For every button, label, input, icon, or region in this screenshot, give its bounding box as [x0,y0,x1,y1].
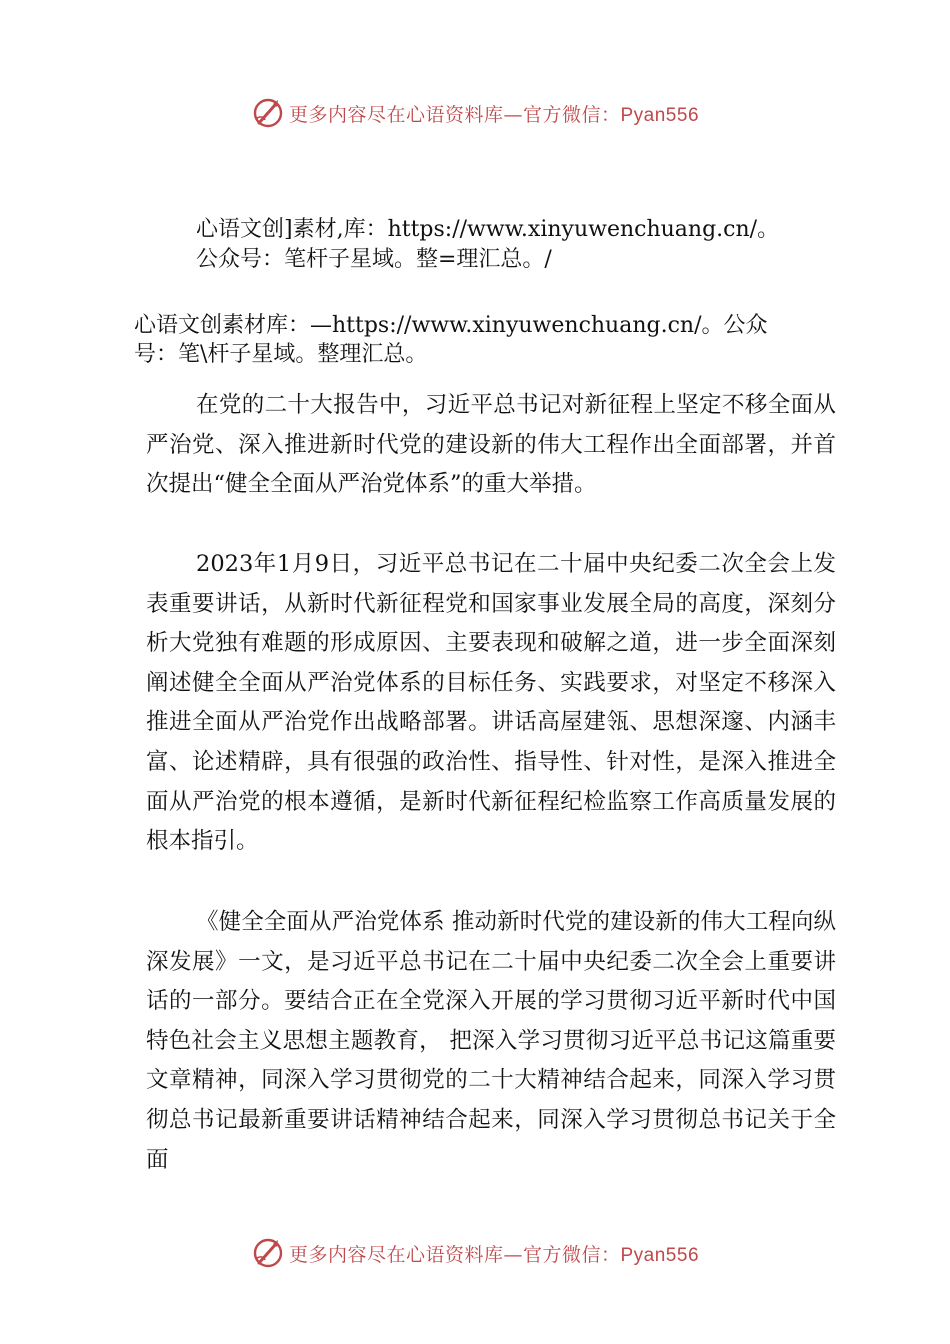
source-note-1-line-2: 公众号：笔杆子星域。整=理汇总。/ [196,247,552,272]
footer-promo-text: 更多内容尽在心语资料库—官方微信： [288,1243,621,1266]
source-note-2-line-2: 号：笔\杆子星域。整理汇总。 [134,342,428,367]
header-banner [0,93,950,133]
pen-in-circle-logo-icon [251,96,285,130]
header-wechat-id: Pyan556 [620,104,700,126]
pen-in-circle-logo-icon [251,1236,285,1270]
footer-wechat-id: Pyan556 [620,1244,700,1266]
body-paragraph: 《健全全面从严治党体系 推动新时代党的建设新的伟大工程向纵深发展》一文，是习近平总书记在二十届中央纪委二次全会上重要讲话的一部分。要结合正在全党深入开展的学习贯彻习近平新时代中国特色社会主义思想主题教育， 把深入学习贯彻习近平总书记这篇重要文章精神，同深入学习贯彻党的二十大精神结合起来，同深入学习贯彻总书记最新重要讲话精神结合起来，同深入学习贯彻总书记关于全面 [146,909,836,1173]
body-paragraph: 在党的二十大报告中，习近平总书记对新征程上坚定不移全面从严治党、深入推进新时代党的建设新的伟大工程作出全面部署，并首次提出“健全全面从严治党体系”的重大举措。 [146,392,836,498]
source-note-1-line-1: 心语文创]素材,库：https://www.xinyuwenchuang.cn/。 [196,217,780,242]
header-promo-text: 更多内容尽在心语资料库—官方微信： [288,103,621,126]
footer-banner [0,1233,950,1273]
footer-promo [289,1240,699,1267]
header-promo [289,100,699,127]
source-note-2-line-1: 心语文创素材库：—https://www.xinyuwenchuang.cn/。公众 [134,313,768,338]
body-paragraph: 2023年1月9日，习近平总书记在二十届中央纪委二次全会上发表重要讲话，从新时代新征程党和国家事业发展全局的高度，深刻分析大党独有难题的形成原因、主要表现和破解之道，进一步全面深刻阐述健全全面从严治党体系的目标任务、实践要求，对坚定不移深入推进全面从严治党作出战略部署。讲话高屋建瓴、思想深邃、内涵丰富、论述精辟，具有很强的政治性、指导性、针对性，是深入推进全面从严治党的根本遵循，是新时代新征程纪检监察工作高质量发展的根本指引。 [146,551,836,855]
